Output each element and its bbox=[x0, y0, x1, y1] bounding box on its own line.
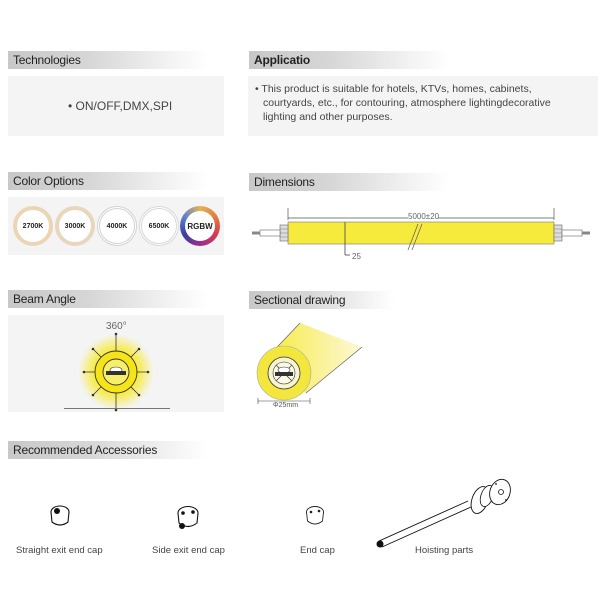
color-option-label: 4000K bbox=[106, 222, 128, 230]
sectional-diameter-label: Φ25mm bbox=[273, 402, 299, 409]
accessory-label-straight-exit: Straight exit end cap bbox=[16, 545, 103, 556]
color-option-2700k[interactable] bbox=[13, 206, 53, 246]
color-option-label: RGBW bbox=[187, 221, 213, 231]
technologies-item: • ON/OFF,DMX,SPI bbox=[68, 99, 173, 113]
beam-angle-baseline bbox=[64, 408, 170, 409]
application-line-2: courtyards, etc., for contouring, atmosphere lightingdecorative bbox=[263, 97, 551, 109]
dimensions-title: Dimensions bbox=[254, 175, 315, 189]
application-title: Applicatio bbox=[254, 53, 311, 67]
color-option-label: 6500K bbox=[148, 222, 170, 230]
color-option-label: 3000K bbox=[64, 222, 86, 230]
color-options-header bbox=[8, 172, 208, 190]
technologies-header bbox=[8, 51, 208, 69]
accessories-title: Recommended Accessories bbox=[13, 443, 158, 457]
dimensions-height-label: 25 bbox=[352, 252, 361, 261]
color-option-4000k[interactable] bbox=[97, 206, 137, 246]
color-option-3000k[interactable] bbox=[55, 206, 95, 246]
sectional-drawing bbox=[250, 315, 370, 405]
dimensions-drawing bbox=[248, 200, 598, 270]
beam-angle-label: 360° bbox=[106, 321, 127, 332]
sectional-drawing-title: Sectional drawing bbox=[254, 293, 346, 307]
sectional-drawing-header bbox=[249, 291, 394, 309]
application-header bbox=[249, 51, 449, 69]
technologies-title: Technologies bbox=[13, 53, 81, 67]
end-cap-icon bbox=[304, 505, 326, 529]
accessory-label-hoisting-parts: Hoisting parts bbox=[415, 545, 474, 556]
hoisting-parts-icon bbox=[370, 478, 520, 548]
beam-angle-header bbox=[8, 290, 208, 308]
straight-exit-end-cap-icon bbox=[48, 504, 72, 530]
beam-angle-title: Beam Angle bbox=[13, 292, 76, 306]
color-option-6500k[interactable] bbox=[139, 206, 179, 246]
color-options-title: Color Options bbox=[13, 174, 84, 188]
beam-angle-diagram bbox=[70, 332, 162, 412]
side-exit-end-cap-icon bbox=[175, 505, 201, 533]
dimensions-header bbox=[249, 173, 449, 191]
application-line-1: • This product is suitable for hotels, KTVs, homes, cabinets, bbox=[255, 83, 532, 95]
color-option-rgbw[interactable] bbox=[180, 206, 220, 246]
accessories-header bbox=[8, 441, 208, 459]
color-option-label: 2700K bbox=[22, 222, 44, 230]
application-line-3: lighting and other purposes. bbox=[263, 111, 393, 123]
accessory-label-end-cap: End cap bbox=[300, 545, 335, 556]
accessory-label-side-exit: Side exit end cap bbox=[152, 545, 225, 556]
dimensions-length-label: 5000±20 bbox=[408, 212, 440, 221]
